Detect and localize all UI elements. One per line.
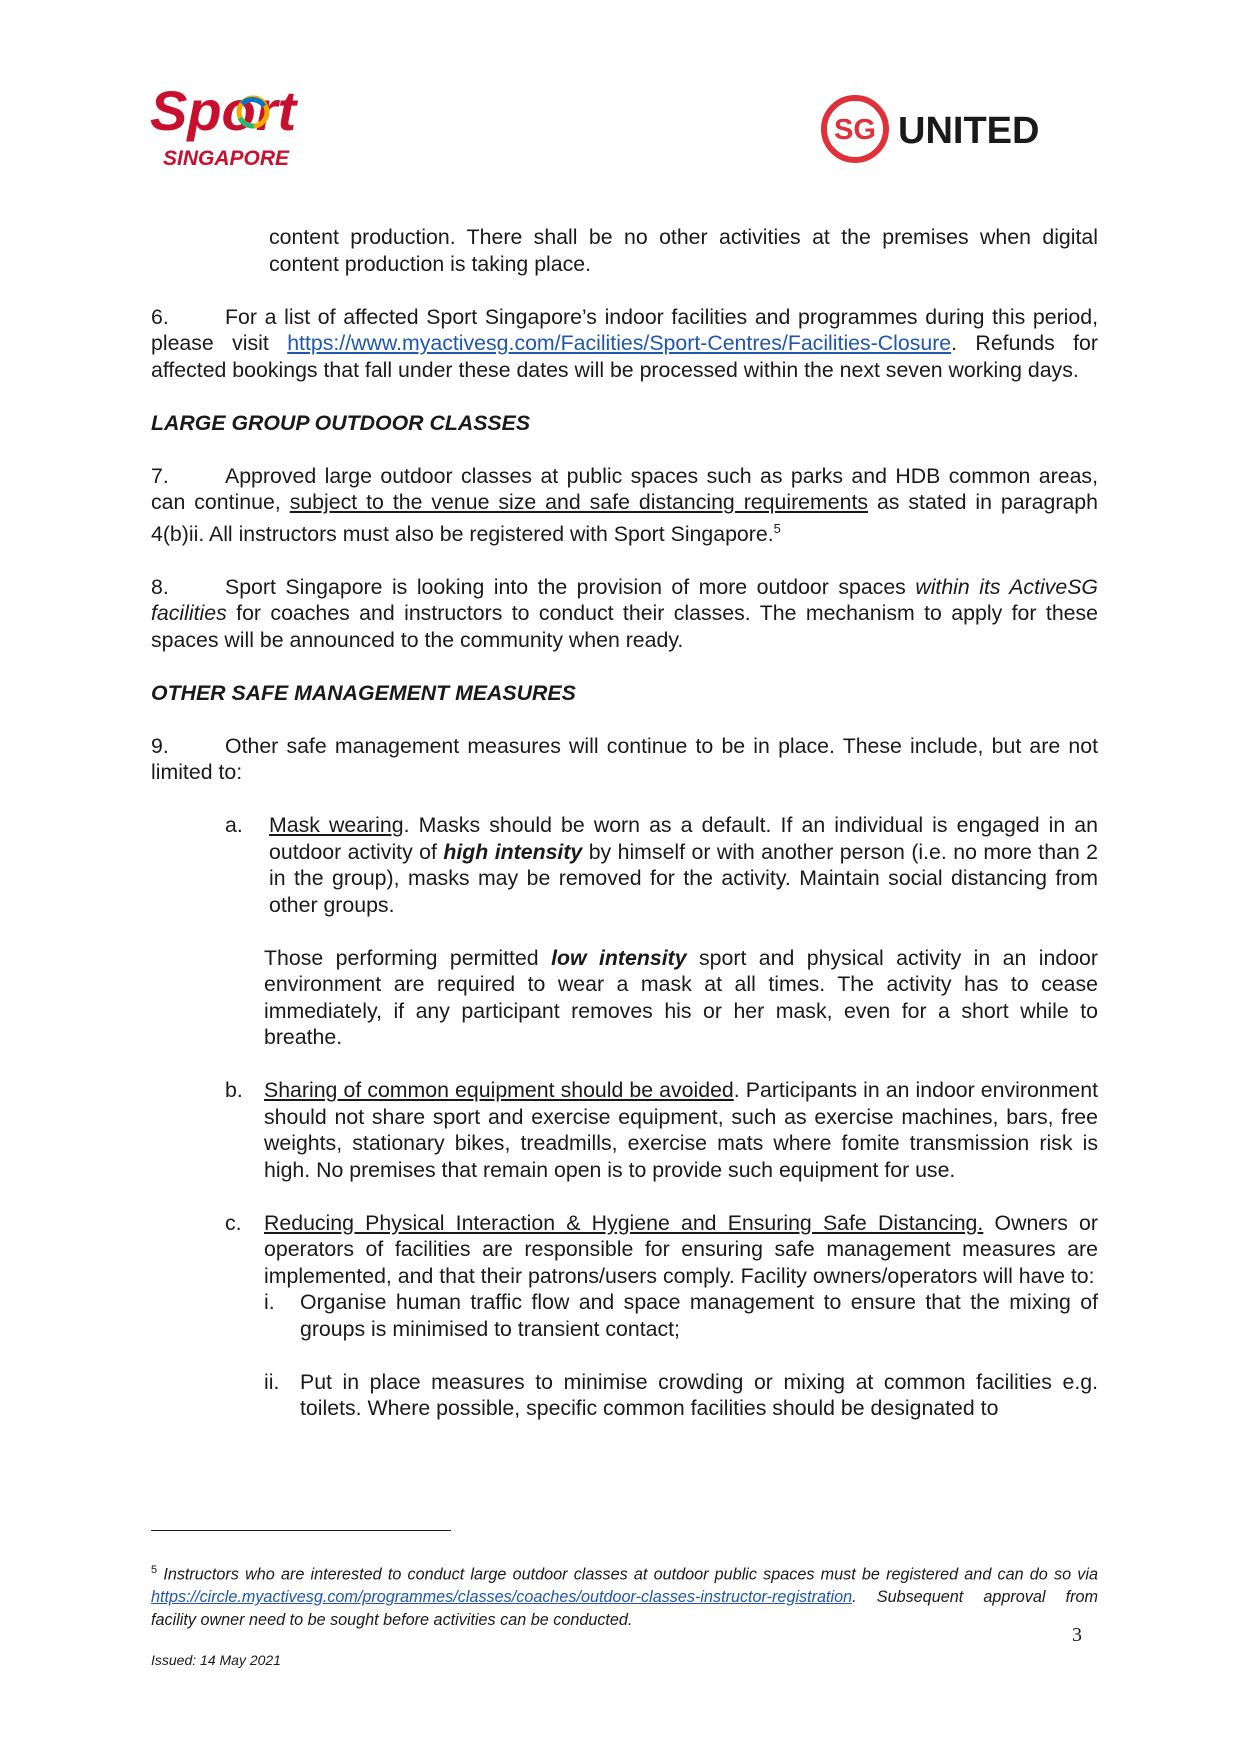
paragraph-8: [151, 574, 1098, 654]
item-text: . Participants in an indoor environment should not share sport and exercise equipment, such as exercise machines, bars, free weights, stationary bikes, treadmills, exercise mats where fomite transmission risk is high. No premises that remain open is to provide such equipment for use.: [264, 1078, 1098, 1182]
bold-italic-text: high intensity: [443, 839, 583, 864]
sub-item-ii: [151, 1369, 1098, 1422]
paragraph-number: 8.: [151, 574, 169, 599]
bold-italic-text: low intensity: [551, 945, 687, 970]
footnote-reference[interactable]: 5: [773, 520, 781, 536]
paragraph-text: Sport Singapore is looking into the provision of more outdoor spaces: [225, 574, 916, 599]
item-title: Mask wearing: [269, 813, 404, 838]
page-number: 3: [1072, 1624, 1082, 1646]
sport-logo-sub: SINGAPORE: [163, 147, 290, 170]
instructor-registration-link[interactable]: https://circle.myactivesg.com/programmes/classes/coaches/outdoor-classes-instructor-registration: [151, 1588, 853, 1607]
item-text: Owners or operators of facilities are responsible for ensuring safe management measures are implemented, and that their patrons/users comply. Facility owners/operators will have to:: [264, 1210, 1098, 1288]
document-body: [151, 224, 1098, 1422]
list-label: b.: [225, 1078, 243, 1103]
footnote-text: . Subsequent approval from facility owner need to be sought before activities can be conducted.: [151, 1588, 1098, 1629]
paragraph-9: [151, 733, 1098, 786]
paragraph-7: [151, 463, 1098, 548]
underlined-text: subject to the venue size and safe distancing requirements: [289, 490, 869, 514]
sub-label: i.: [264, 1290, 275, 1315]
item-title: Reducing Physical Interaction & Hygiene and Ensuring Safe Distancing.: [264, 1210, 984, 1235]
paragraph-6: [151, 304, 1098, 384]
sub-item-text: Organise human traffic flow and space management to ensure that the mixing of groups is minimised to transient contact;: [300, 1290, 1098, 1341]
paragraph-text: Other safe management measures will continue to be in place. These include, but are not limited to:: [151, 733, 1098, 785]
issued-date: Issued: 14 May 2021: [151, 1652, 281, 1668]
paragraph-text: For a list of affected Sport Singapore’s indoor facilities and programmes during this period, please visit: [151, 304, 1098, 355]
sub-item-i: [151, 1289, 1098, 1342]
italic-text: within its ActiveSG facilities: [151, 574, 1098, 626]
list-item-b: [151, 1077, 1098, 1183]
item-text: sport and physical activity in an indoor environment are required to wear a mask at all times. The activity has to cease immediately, if any participant removes his or her mask, even for a short while to breathe.: [264, 945, 1098, 1050]
footnote-5: [151, 1559, 1098, 1631]
list-item-c: [151, 1210, 1098, 1290]
footnote-text: Instructors who are interested to conduct large outdoor classes at outdoor public spaces must be registered and can do so via: [157, 1565, 1098, 1584]
item-text: . Masks should be worn as a default. If an individual is engaged in an outdoor activity of: [269, 813, 1098, 864]
list-label: c.: [225, 1210, 242, 1235]
list-item-a: [151, 812, 1098, 918]
paragraph-text: for coaches and instructors to conduct their classes. The mechanism to apply for these spaces will be announced to the community when ready.: [151, 601, 1098, 652]
heading-large-group-outdoor-classes: LARGE GROUP OUTDOOR CLASSES: [151, 410, 531, 435]
sg-logo-word: UNITED: [898, 110, 1040, 152]
facilities-closure-link[interactable]: https://www.myactivesg.com/Facilities/Sport-Centres/Facilities-Closure: [287, 331, 952, 355]
sg-united-logo: [818, 92, 1088, 166]
heading-other-safe-management-measures: OTHER SAFE MANAGEMENT MEASURES: [151, 680, 576, 705]
list-label: a.: [225, 813, 243, 838]
paragraph-number: 7.: [151, 463, 169, 488]
paragraph-text: . Refunds for affected bookings that fall under these dates will be processed within the next seven working days.: [151, 331, 1098, 382]
paragraph-text: Approved large outdoor classes at public spaces such as parks and HDB common areas, can continue,: [151, 463, 1098, 514]
sub-item-text: Put in place measures to minimise crowding or mixing at common facilities e.g. toilets. Where possible, specific common facilities should be designated to: [300, 1369, 1098, 1421]
continued-paragraph: content production. There shall be no other activities at the premises when digital content production is taking place.: [269, 225, 1098, 276]
item-text: Those performing permitted: [264, 945, 552, 970]
sub-label: ii.: [264, 1369, 280, 1394]
paragraph-number: 6.: [151, 304, 169, 329]
list-item-a-paragraph-2: [151, 945, 1098, 1051]
item-title: Sharing of common equipment should be avoided: [264, 1078, 734, 1103]
sport-singapore-logo: [150, 80, 340, 176]
footnote-divider: [151, 1530, 451, 1531]
footnote-number: 5: [151, 1564, 158, 1577]
item-text: by himself or with another person (i.e. no more than 2 in the group), masks may be removed for the activity. Maintain social distancing from other groups.: [269, 839, 1098, 917]
paragraph-text: as stated in paragraph 4(b)ii. All instructors must also be registered with Sport Singapore.: [151, 490, 1098, 546]
sg-logo-badge: SG: [834, 114, 876, 146]
paragraph-number: 9.: [151, 733, 169, 758]
sport-logo-word: Sport: [150, 80, 297, 142]
